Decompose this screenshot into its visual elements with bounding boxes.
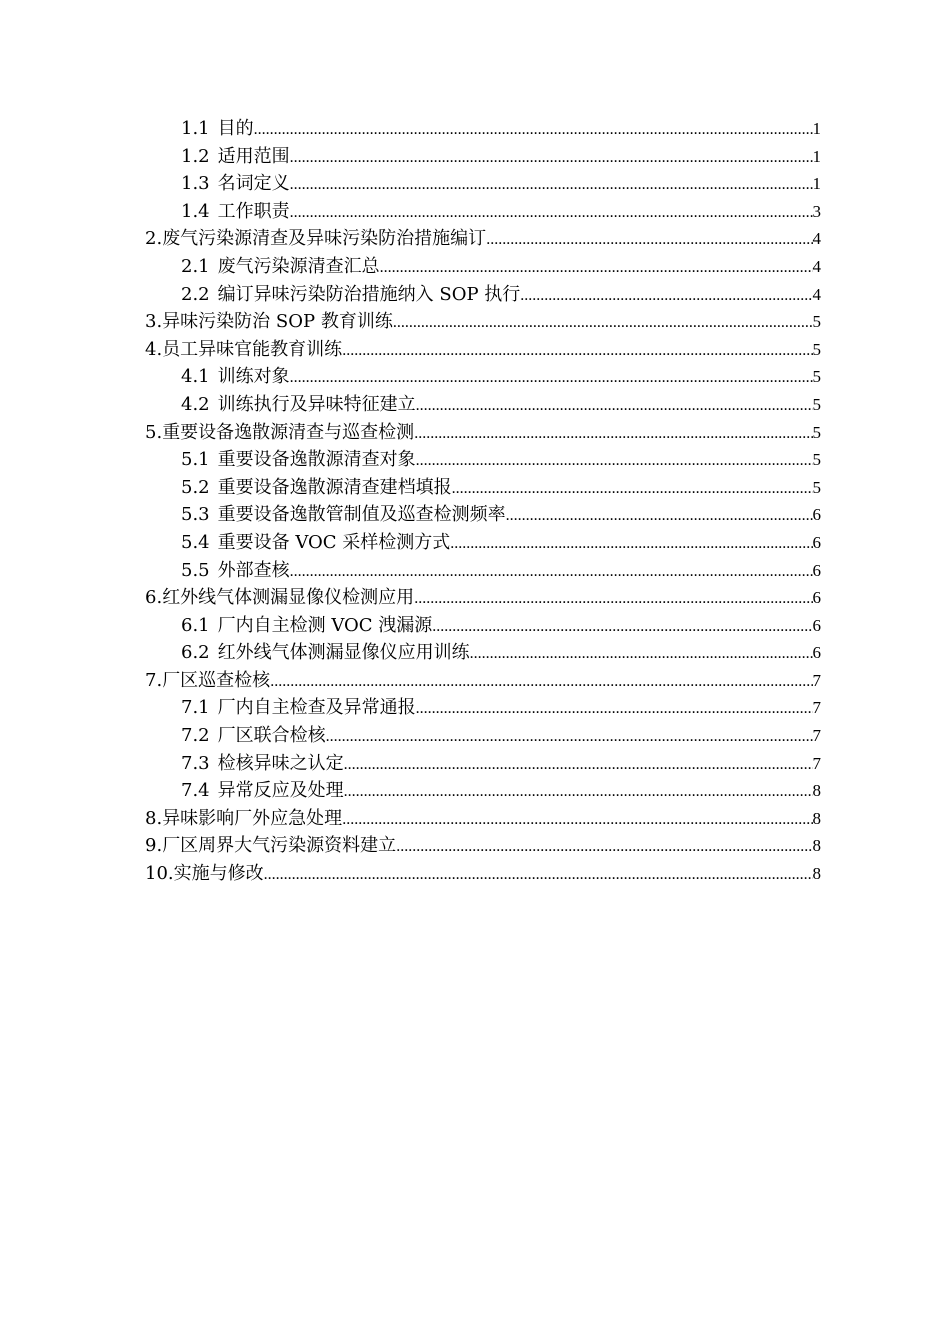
toc-entry[interactable] [145, 639, 821, 667]
toc-entry-title: 废气污染源清查汇总 [217, 255, 380, 277]
toc-page-number: 7 [812, 753, 821, 773]
toc-dot-leader [344, 751, 813, 779]
toc-entry[interactable] [145, 694, 821, 722]
toc-entry[interactable] [145, 750, 821, 778]
toc-entry[interactable] [145, 612, 821, 640]
toc-entry-title: 异味污染防治 SOP 教育训练 [162, 311, 393, 333]
toc-entry-title: 名词定义 [217, 173, 290, 195]
toc-entry-number: 10. [145, 863, 174, 885]
toc-dot-leader [416, 447, 813, 475]
toc-entry-number: 8. [145, 807, 163, 829]
toc-entry[interactable] [145, 557, 821, 585]
toc-entry[interactable] [145, 722, 821, 750]
toc-entry-number: 2. [145, 228, 163, 250]
toc-dot-leader [520, 282, 812, 310]
toc-entry-number: 5.3 [181, 504, 210, 526]
toc-dot-leader [342, 337, 812, 365]
toc-entry-number: 1.1 [181, 118, 210, 139]
toc-entry-title: 实施与修改 [173, 863, 264, 885]
toc-entry-title: 异味影响厂外应急处理 [162, 807, 343, 829]
toc-dot-leader [414, 420, 812, 448]
toc-dot-leader [270, 668, 812, 696]
table-of-contents [145, 115, 821, 888]
toc-entry[interactable] [145, 474, 821, 502]
toc-entry-title: 厂内自主检测 VOC 洩漏源 [217, 614, 433, 636]
toc-entry[interactable] [145, 446, 821, 474]
toc-page-number: 5 [812, 367, 821, 387]
toc-entry-number: 9. [145, 835, 163, 857]
toc-entry-number: 1.4 [181, 200, 210, 222]
toc-entry-title: 厂内自主检查及异常通报 [217, 697, 416, 719]
toc-page-number: 5 [812, 422, 821, 442]
toc-entry[interactable] [145, 336, 821, 364]
toc-dot-leader [506, 502, 813, 530]
toc-page-number: 4 [812, 229, 821, 249]
toc-dot-leader [326, 723, 813, 751]
toc-entry[interactable] [145, 860, 821, 888]
toc-dot-leader [470, 640, 813, 668]
toc-entry-title: 训练对象 [217, 366, 290, 388]
toc-dot-leader [342, 806, 812, 834]
toc-entry[interactable] [145, 667, 821, 695]
toc-entry[interactable] [145, 198, 821, 226]
toc-page-number: 5 [812, 477, 821, 497]
toc-page-number: 7 [812, 670, 821, 690]
toc-page-number: 7 [812, 698, 821, 718]
toc-dot-leader [486, 226, 812, 254]
toc-entry-number: 7.2 [181, 725, 210, 747]
toc-entry-title: 员工异味官能教育训练 [162, 338, 343, 360]
toc-entry-title: 工作职责 [217, 200, 290, 222]
toc-dot-leader [416, 392, 813, 420]
toc-entry-number: 1.3 [181, 173, 210, 195]
toc-entry-title: 重要设备逸散源清查与巡查检测 [162, 421, 415, 443]
toc-entry-number: 4. [145, 338, 163, 360]
toc-page-number: 8 [812, 864, 821, 884]
toc-entry-title: 异常反应及处理 [217, 780, 344, 802]
toc-entry[interactable] [145, 832, 821, 860]
toc-page-number: 5 [812, 339, 821, 359]
toc-page-number: 1 [812, 146, 821, 166]
toc-page-number: 4 [812, 284, 821, 304]
toc-entry[interactable] [145, 308, 821, 336]
toc-entry[interactable] [145, 253, 821, 281]
toc-entry-title: 厂区巡查检核 [162, 669, 271, 691]
toc-entry-title: 适用范围 [217, 145, 290, 167]
toc-entry-title: 废气污染源清查及异味污染防治措施编订 [162, 228, 487, 250]
toc-entry-number: 6. [145, 587, 163, 609]
toc-dot-leader [416, 695, 813, 723]
toc-page-number: 6 [812, 505, 821, 525]
toc-page-number: 4 [812, 256, 821, 276]
toc-entry-number: 3. [145, 311, 163, 333]
toc-entry-number: 5.5 [181, 559, 210, 581]
toc-entry[interactable] [145, 281, 821, 309]
toc-dot-leader [452, 475, 813, 503]
toc-entry-title: 目的 [217, 118, 254, 139]
toc-dot-leader [396, 833, 812, 861]
toc-page-number: 5 [812, 394, 821, 414]
toc-entry-number: 5.1 [181, 449, 210, 471]
toc-entry-number: 5.4 [181, 531, 210, 553]
toc-page-number: 8 [812, 808, 821, 828]
toc-page-number: 6 [812, 615, 821, 635]
toc-entry-title: 重要设备逸散管制值及巡查检测频率 [217, 504, 506, 526]
toc-page-number: 6 [812, 588, 821, 608]
toc-page-number: 6 [812, 560, 821, 580]
toc-page-number: 8 [812, 781, 821, 801]
toc-page-number: 6 [812, 643, 821, 663]
toc-dot-leader [254, 116, 813, 144]
toc-entry-title: 厂区联合检核 [217, 725, 326, 747]
toc-page-number: 7 [812, 726, 821, 746]
toc-entry[interactable] [145, 501, 821, 529]
toc-entry-title: 厂区周界大气污染源资料建立 [162, 835, 397, 857]
toc-entry-title: 编订异味污染防治措施纳入 SOP 执行 [217, 283, 521, 305]
toc-entry-title: 重要设备逸散源清查建档填报 [217, 476, 452, 498]
toc-entry-number: 7.4 [181, 780, 210, 802]
toc-dot-leader [450, 530, 812, 558]
toc-entry-number: 1.2 [181, 145, 210, 167]
toc-entry[interactable] [145, 170, 821, 198]
toc-entry-number: 6.1 [181, 614, 210, 636]
toc-entry-number: 7.1 [181, 697, 210, 719]
toc-entry[interactable] [145, 805, 821, 833]
toc-entry[interactable] [145, 419, 821, 447]
toc-dot-leader [344, 778, 813, 806]
toc-entry[interactable] [145, 115, 821, 143]
toc-entry-number: 7.3 [181, 752, 210, 774]
toc-entry-number: 4.1 [181, 366, 210, 388]
toc-page-number: 1 [812, 119, 821, 138]
toc-entry-title: 检核异味之认定 [217, 752, 344, 774]
toc-entry-number: 4.2 [181, 393, 210, 415]
toc-entry[interactable] [145, 529, 821, 557]
toc-entry[interactable] [145, 777, 821, 805]
toc-page-number: 5 [812, 450, 821, 470]
toc-entry[interactable] [145, 225, 821, 253]
toc-dot-leader [414, 585, 812, 613]
toc-entry-title: 红外线气体测漏显像仪应用训练 [217, 642, 470, 664]
toc-entry-number: 2.2 [181, 283, 210, 305]
toc-dot-leader [380, 254, 813, 282]
toc-entry[interactable] [145, 391, 821, 419]
toc-entry-title: 训练执行及异味特征建立 [217, 393, 416, 415]
toc-entry-title: 红外线气体测漏显像仪检测应用 [162, 587, 415, 609]
toc-page-number: 5 [812, 312, 821, 332]
toc-page-number: 3 [812, 201, 821, 221]
toc-dot-leader [432, 613, 812, 641]
toc-dot-leader [290, 144, 813, 172]
toc-dot-leader [290, 171, 813, 199]
toc-entry-number: 5.2 [181, 476, 210, 498]
toc-page-number: 8 [812, 836, 821, 856]
toc-entry-number: 5. [145, 421, 163, 443]
toc-entry-number: 7. [145, 669, 163, 691]
toc-dot-leader [290, 558, 813, 586]
toc-entry-title: 外部查核 [217, 559, 290, 581]
toc-entry[interactable] [145, 363, 821, 391]
toc-entry[interactable] [145, 584, 821, 612]
toc-page-number: 1 [812, 174, 821, 194]
toc-dot-leader [393, 309, 813, 337]
toc-entry-number: 2.1 [181, 255, 210, 277]
toc-page-number: 6 [812, 532, 821, 552]
toc-entry-title: 重要设备 VOC 采样检测方式 [217, 531, 451, 553]
toc-dot-leader [264, 861, 813, 889]
toc-entry-number: 6.2 [181, 642, 210, 664]
toc-dot-leader [290, 364, 813, 392]
toc-entry-title: 重要设备逸散源清查对象 [217, 449, 416, 471]
toc-entry[interactable] [145, 143, 821, 171]
toc-dot-leader [290, 199, 813, 227]
